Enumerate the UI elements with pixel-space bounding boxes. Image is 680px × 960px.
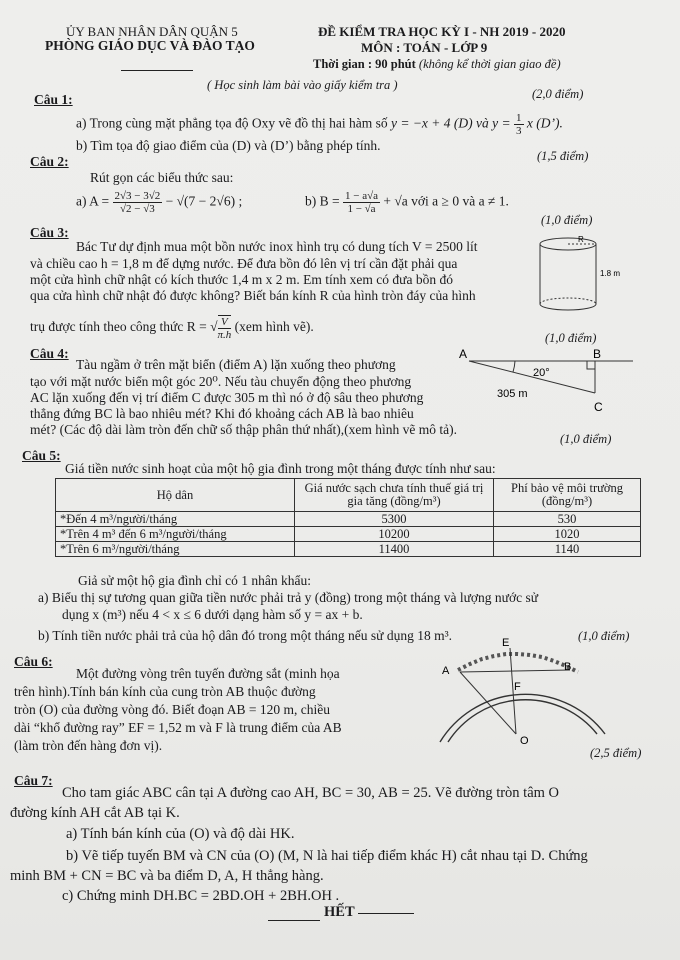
org-name: ỦY BAN NHÂN DÂN QUẬN 5: [66, 24, 238, 39]
railway-arc-figure: [430, 634, 615, 754]
angle-label: 20°: [533, 367, 550, 379]
q2-a-fraction: [113, 190, 163, 215]
q7-line-1: Cho tam giác ABC cân tại A đường cao AH, BC = 30, AB = 25. Vẽ đường tròn tâm O: [62, 785, 560, 801]
point-a-label: A: [442, 665, 450, 677]
q1-frac-num: 1: [516, 112, 522, 124]
right-angle-mark: [587, 361, 595, 369]
q5-assumption: Giả sử một hộ gia đình chỉ có 1 nhân khẩu:: [78, 573, 312, 588]
q4-line-4: thẳng đứng BC là bao nhiêu mét? Khi đó khoảng cách AB là bao nhiêu: [30, 406, 414, 421]
exam-time-line: [313, 56, 561, 72]
point-e-label: E: [502, 637, 510, 649]
point-b-label: B: [564, 661, 572, 673]
q5-points: (1,0 điểm): [560, 432, 612, 446]
q2-label: Câu 2:: [30, 154, 69, 169]
q5-part-b: b) Tính tiền nước phải trả của hộ dân đó trong một tháng nếu sử dụng 18 m³.: [38, 628, 452, 643]
point-a-label: A: [459, 347, 468, 361]
q4-line-3: AC lặn xuống đến vị trí điểm C được 305 m thì nó ở độ sâu theo phương: [30, 390, 424, 405]
q2-a-den: √2 − √3: [120, 203, 155, 215]
exam-time: Thời gian : 90 phút: [313, 57, 416, 71]
q7-part-a: a) Tính bán kính của (O) và độ dài HK.: [66, 826, 295, 842]
q3-formula-ref: (xem hình vẽ).: [234, 319, 314, 335]
q2-a-prefix: a) A =: [76, 193, 110, 209]
table-header-row: [56, 479, 641, 512]
q7-line-2: đường kính AH cắt AB tại K.: [10, 805, 180, 821]
footer-rule-left: [268, 920, 320, 921]
height-label: 1.8 m: [600, 269, 621, 278]
q4-line-1: Tàu ngầm ở trên mặt biển (điểm A) lặn xuống theo phương: [76, 357, 396, 372]
angle-arc: [513, 361, 515, 372]
cylinder-bottom-hidden: [540, 298, 596, 304]
q2-b-num: 1 − a√a: [345, 190, 379, 202]
q1-frac-den: 3: [516, 125, 522, 137]
q1-part-a: [76, 112, 563, 137]
table-row: [56, 542, 641, 557]
table-cell: 10200: [295, 527, 494, 542]
q3-label: Câu 3:: [30, 225, 69, 240]
q7-part-b-1: b) Vẽ tiếp tuyến BM và CN của (O) (M, N là hai tiếp điểm khác H) cắt nhau tại D. Chứng: [66, 848, 588, 864]
q7-label: Câu 7:: [14, 773, 53, 788]
q1-label: Câu 1:: [34, 92, 73, 107]
q2-part-a: [76, 190, 242, 215]
water-price-table: [55, 478, 641, 557]
point-f-label: F: [514, 681, 521, 693]
header-underline: [121, 70, 193, 71]
table-cell: 5300: [295, 512, 494, 527]
q2-b-prefix: b) B =: [305, 193, 340, 209]
chord-ab: [460, 670, 570, 672]
dive-path-ac: [469, 361, 595, 393]
q1-a-formula-end: x (D’).: [526, 115, 563, 131]
q7-points: (2,5 điểm): [590, 746, 642, 760]
q4-line-5: mét? (Các độ dài làm tròn đến chữ số thập phân thứ nhất),(xem hình vẽ mô tả).: [30, 422, 458, 437]
table-header-cell: Giá nước sạch chưa tính thuế giá trị gia tăng (đồng/m³): [295, 479, 494, 512]
department-name: PHÒNG GIÁO DỤC VÀ ĐÀO TẠO: [45, 38, 255, 53]
exam-title: ĐỀ KIỂM TRA HỌC KỲ I - NH 2019 - 2020: [318, 24, 566, 39]
point-b-label: B: [593, 347, 602, 361]
submarine-figure: [455, 345, 635, 420]
table-header-cell: Hộ dân: [56, 479, 295, 512]
q6-label: Câu 6:: [14, 654, 53, 669]
cylinder-figure: [534, 232, 624, 322]
exam-time-note: (không kể thời gian giao đề): [418, 57, 561, 71]
q6-line-1: Một đường vòng trên tuyến đường sắt (minh họa: [76, 666, 340, 681]
length-label: 305 m: [497, 388, 528, 400]
q2-part-b: [305, 190, 509, 215]
q3-line-2: và chiều cao h = 1,8 m để dựng nước. Để đưa bồn đó lên vị trí cần đặt phải qua: [30, 256, 458, 271]
table-row: [56, 512, 641, 527]
q1-points: (2,0 điểm): [532, 87, 584, 101]
q3-frac-den: π.h: [217, 329, 232, 341]
end-marker: HẾT: [324, 904, 355, 920]
q1-fraction: [514, 112, 524, 137]
point-o-label: O: [520, 735, 529, 747]
q5-intro: Giá tiền nước sinh hoạt của một hộ gia đình trong một tháng được tính như sau:: [65, 461, 496, 476]
q3-sqrt: √ $\frac{V}{\pi.h}$: [210, 316, 232, 341]
q2-b-suffix: + √a với a ≥ 0 và a ≠ 1.: [383, 193, 509, 209]
table-cell: 1020: [494, 527, 641, 542]
table-cell: 11400: [295, 542, 494, 557]
table-cell: 1140: [494, 542, 641, 557]
q7-part-c: c) Chứng minh DH.BC = 2BD.OH + 2BH.OH .: [62, 888, 340, 904]
table-header-cell: Phí bảo vệ môi trường (đồng/m³): [494, 479, 641, 512]
q6-line-2: trên hình).Tính bán kính của cung tròn AB thuộc đường: [14, 684, 316, 699]
radius-label: R: [578, 235, 584, 244]
table-row: [56, 527, 641, 542]
q4-label: Câu 4:: [30, 346, 69, 361]
table-cell: 530: [494, 512, 641, 527]
q5-part-a-2: dụng x (m³) nếu 4 < x ≤ 6 dưới dạng hàm số y = ax + b.: [62, 607, 363, 622]
point-c-label: C: [594, 400, 603, 414]
q7-part-b-2: minh BM + CN = BC và ba điểm D, A, H thẳng hàng.: [10, 868, 324, 884]
q5-part-a-1: a) Biểu thị sự tương quan giữa tiền nước phải trả y (đồng) trong một tháng và lượng nước sử: [38, 590, 539, 605]
q3-line-5: [30, 315, 314, 341]
q1-a-text: a) Trong cùng mặt phẳng tọa độ Oxy vẽ đồ thị hai hàm số: [76, 115, 388, 131]
q1-a-formula: y = −x + 4 (D) và y =: [390, 115, 511, 131]
q3-points: (1,0 điểm): [541, 213, 593, 227]
footer-rule-right: [358, 913, 414, 914]
exam-instruction: ( Học sinh làm bài vào giấy kiểm tra ): [207, 78, 398, 92]
q4-points: (1,0 điểm): [545, 331, 597, 345]
exam-subject: MÔN : TOÁN - LỚP 9: [361, 40, 488, 55]
q3-line-1: Bác Tư dự định mua một bồn nước inox hình trụ có dung tích V = 2500 lít: [76, 239, 478, 254]
q2-a-num: 2√3 − 3√2: [114, 190, 161, 202]
q3-line-4: qua cửa hình chữ nhật đó được không? Biết bán kính R của hình tròn đáy của hình: [30, 288, 476, 303]
q6-line-4: dài “khổ đường ray” EF = 1,52 m và F là trung điểm của AB: [14, 720, 342, 735]
table-cell: *Trên 4 m³ đến 6 m³/người/tháng: [56, 527, 295, 542]
q1-part-b: b) Tìm tọa độ giao điểm của (D) và (D’) bằng phép tính.: [76, 138, 381, 153]
q6-line-3: tròn (O) của đường vòng đó. Biết đoạn AB = 120 m, chiều: [14, 702, 331, 717]
q6-points: (1,0 điểm): [578, 629, 630, 643]
q2-points: (1,5 điểm): [537, 149, 589, 163]
q2-intro: Rút gọn các biểu thức sau:: [90, 170, 234, 185]
table-cell: *Đến 4 m³/người/tháng: [56, 512, 295, 527]
q4-line-2: tạo với mặt nước biển một góc 20⁰. Nếu tàu chuyển động theo phương: [30, 374, 412, 389]
q6-line-5: (làm tròn đến hàng đơn vị).: [14, 738, 163, 753]
radius-oa: [460, 672, 516, 734]
q3-line-3: một cửa hình chữ nhật có kích thước 1,4 m x 2 m. Em tính xem có đưa bồn đó: [30, 272, 453, 287]
q3-frac-num: V: [218, 316, 232, 329]
q2-b-den: 1 − √a: [347, 203, 376, 215]
cylinder-bottom: [540, 304, 596, 310]
q5-label: Câu 5:: [22, 448, 61, 463]
table-cell: *Trên 6 m³/người/tháng: [56, 542, 295, 557]
q2-b-fraction: [343, 190, 380, 215]
q2-a-suffix: − √(7 − 2√6) ;: [165, 193, 243, 209]
q3-formula-text: trụ được tính theo công thức R =: [30, 319, 207, 335]
rail-ties: [458, 654, 578, 672]
